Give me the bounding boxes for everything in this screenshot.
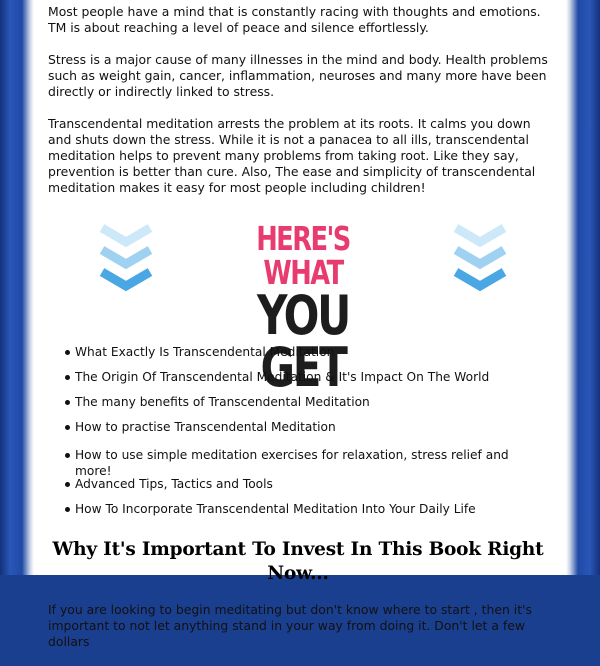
benefits-list [48,344,548,526]
list-item: How To Incorporate Transcendental Meditation Into Your Daily Life [48,501,548,526]
banner-line-1: HERE'S WHAT [256,219,350,292]
list-item: How to use simple meditation exercises for relaxation, stress relief and more! [48,447,548,476]
intro-paragraph-1: Most people have a mind that is constantly racing with thoughts and emotions. TM is about reaching a level of peace and silence effortlessly. [48,4,541,35]
list-item: How to practise Transcendental Meditation [48,419,548,444]
list-item: Advanced Tips, Tactics and Tools [48,476,548,501]
list-item: The Origin Of Transcendental Meditation & It's Impact On The World [48,369,548,394]
page-body [34,0,566,649]
intro-paragraph-2: Stress is a major cause of many illnesses in the mind and body. Health problems such as weight gain, cancer, inflammation, neuroses and many more have been directly or indirectly linked to stress. [48,52,548,99]
section-paragraph-1: If you are looking to begin meditating but don't know where to start , then it's important to not let anything stand in your way from doing it. Don't let a few dollars [48,602,532,649]
section-heading: Why It's Important To Invest In This Book Right Now... [52,539,544,584]
chevron-down-icon [452,224,508,300]
list-item: What Exactly Is Transcendental Meditation [48,344,548,369]
intro-paragraph-3: Transcendental meditation arrests the problem at its roots. It calms you down and shuts down the stress. While it is not a panacea to all ills, transcendental meditation helps to prevent many problems from taking root. Like they say, prevention is better than cure. Also, The ease and simplicity of transcendental meditation makes it easy for most people including children! [48,116,536,195]
banner-line-2: YOU GET [257,284,349,399]
list-item: The many benefits of Transcendental Meditation [48,394,548,419]
chevron-down-icon [98,224,154,300]
content-column [48,0,548,666]
